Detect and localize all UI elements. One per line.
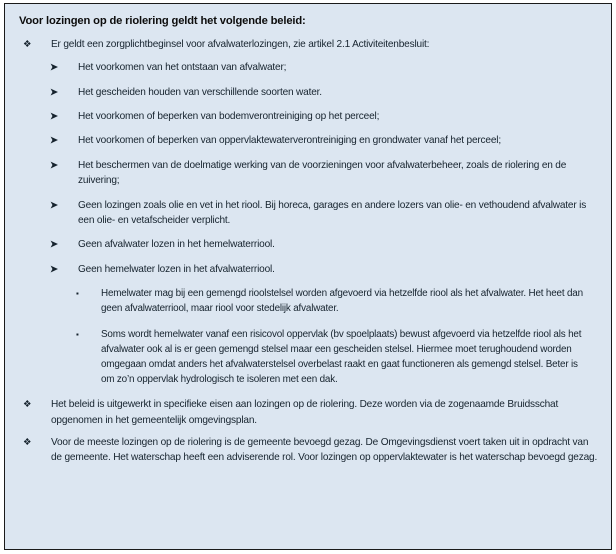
list-item <box>17 133 599 148</box>
policy-list <box>17 37 599 465</box>
spacer <box>17 472 599 474</box>
list-item-label: Het voorkomen van het ontstaan van afvalwater; <box>78 62 287 74</box>
list-item-label: Er geldt een zorgplichtbeginsel voor afvalwaterlozingen, zie artikel 2.1 Activiteitenbesluit: <box>51 39 430 50</box>
arrow-bullet-icon: ➤ <box>50 111 59 123</box>
sub-sub-list <box>17 286 599 387</box>
list-item <box>17 158 599 189</box>
list-item <box>17 85 599 100</box>
diamond-bullet-icon: ❖ <box>23 436 32 448</box>
nested-list-container <box>17 60 599 387</box>
square-bullet-icon: ▪ <box>76 329 79 339</box>
list-item <box>17 262 599 277</box>
arrow-bullet-icon: ➤ <box>50 199 59 211</box>
list-item <box>17 327 599 388</box>
list-item-label: Het beschermen van de doelmatige werking van de voorzieningen voor afvalwaterbeheer, zoals de riolering en de zuivering; <box>78 159 567 187</box>
arrow-bullet-icon: ➤ <box>50 239 59 251</box>
list-item <box>17 198 599 229</box>
arrow-bullet-icon: ➤ <box>50 135 59 147</box>
list-item-label: Hemelwater mag bij een gemengd rioolstelsel worden afgevoerd via hetzelfde riool als het afvalwater. Het heet dan geen afvalwaterriool, maar riool voor stedelijk afvalwater. <box>101 288 583 315</box>
list-item-label: Het gescheiden houden van verschillende soorten water. <box>78 86 322 98</box>
policy-text-box <box>4 3 612 550</box>
list-item-label: Het voorkomen of beperken van bodemverontreiniging op het perceel; <box>78 111 380 123</box>
list-item-label: Soms wordt hemelwater vanaf een risicovol oppervlak (bv spoelplaats) bewust afgevoerd via hetzelfde riool als het afvalwater ook al is er geen gemengd stelsel maar een gescheiden stelsel. Hiermee moet terughoudend worden omgegaan omdat anders het afvalwaterstelsel overbelast raakt en gaat functioneren als gemengd stelsel. Beter is om zo’n oppervlak hydrologisch te isoleren met een dak. <box>101 328 582 386</box>
arrow-bullet-icon: ➤ <box>50 263 59 275</box>
list-item-label: Het beleid is uitgewerkt in specifieke eisen aan lozingen op de riolering. Deze worden via de zogenaamde Bruidsschat opgenomen in het gemeentelijk omgevingsplan. <box>51 399 559 426</box>
list-item <box>17 60 599 75</box>
diamond-bullet-icon: ❖ <box>23 399 32 411</box>
sub-list <box>17 60 599 387</box>
diamond-bullet-icon: ❖ <box>23 39 32 50</box>
list-item-label: Geen lozingen zoals olie en vet in het riool. Bij horeca, garages en andere lozers van olie- en vethoudend afvalwater is een olie- en vetafscheider verplicht. <box>78 199 587 227</box>
list-item-label: Geen afvalwater lozen in het hemelwaterriool. <box>78 239 275 251</box>
list-item <box>17 397 599 427</box>
list-item-label: Geen hemelwater lozen in het afvalwaterriool. <box>78 263 275 275</box>
arrow-bullet-icon: ➤ <box>50 62 59 74</box>
list-item <box>17 286 599 316</box>
list-item <box>17 237 599 252</box>
arrow-bullet-icon: ➤ <box>50 86 59 98</box>
square-bullet-icon: ▪ <box>76 289 79 299</box>
nested-list-container <box>17 286 599 387</box>
page-title: Voor lozingen op de riolering geldt het volgende beleid: <box>19 15 306 27</box>
list-item <box>17 435 599 465</box>
list-item <box>17 109 599 124</box>
arrow-bullet-icon: ➤ <box>50 159 59 171</box>
list-item <box>17 37 599 52</box>
list-item-label: Het voorkomen of beperken van oppervlaktewaterverontreiniging en grondwater vanaf het perceel; <box>78 135 501 147</box>
list-item-label: Voor de meeste lozingen op de riolering is de gemeente bevoegd gezag. De Omgevingsdienst voert taken uit in opdracht van de gemeente. Het waterschap heeft een adviserende rol. Voor lozingen op oppervlaktewater is het waterschap bevoegd gezag. <box>51 436 598 464</box>
